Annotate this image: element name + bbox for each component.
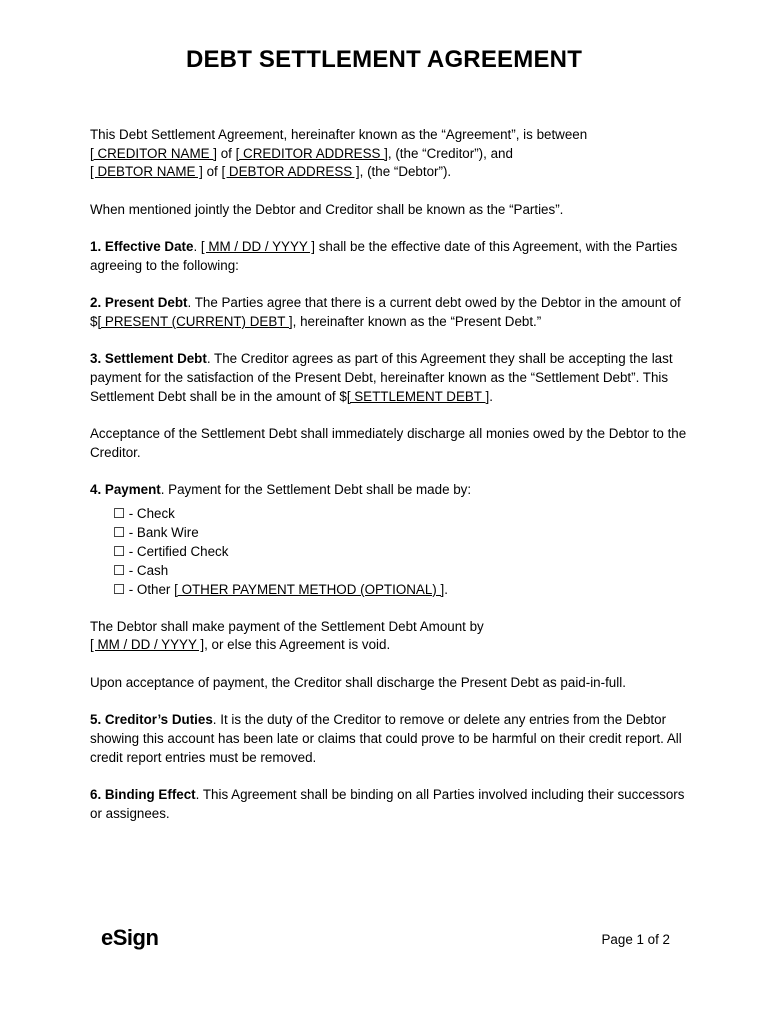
debtor-address-field[interactable]: [ DEBTOR ADDRESS ] <box>221 164 360 180</box>
section-heading: 1. Effective Date <box>90 239 194 255</box>
intro-of-text: of <box>202 164 222 180</box>
parties-paragraph: When mentioned jointly the Debtor and Creditor shall be known as the “Parties”. <box>90 201 564 217</box>
effective-date-field[interactable]: [ MM / DD / YYYY ] <box>200 239 316 255</box>
settlement-debt-field[interactable]: [ SETTLEMENT DEBT ] <box>346 388 490 404</box>
creditor-duties-section <box>90 711 690 767</box>
payment-section <box>90 481 690 500</box>
section-text: , hereinafter known as the “Present Debt.” <box>292 313 542 329</box>
payment-option-certified-check[interactable]: ☐ - Certified Check <box>113 543 229 559</box>
payment-option-check[interactable]: ☐ - Check <box>113 505 175 521</box>
document-body <box>90 126 690 842</box>
page-number: Page 1 of 2 <box>601 932 670 947</box>
section-heading: 2. Present Debt <box>90 295 188 311</box>
payment-option-cash[interactable]: ☐ - Cash <box>113 562 169 578</box>
section-text: . <box>193 239 201 255</box>
intro-paragraph <box>90 126 690 182</box>
section-text: . It is the duty of the Creditor to remove or delete any entries from the Debtor showing this account has been late or claims that could prove to be harmful on their credit report. All credit report entries must be removed. <box>90 712 682 765</box>
due-text: The Debtor shall make payment of the Settlement Debt Amount by <box>90 618 484 634</box>
present-debt-section <box>90 294 690 331</box>
acceptance-paragraph: Acceptance of the Settlement Debt shall immediately discharge all monies owed by the Debtor to the Creditor. <box>90 426 687 460</box>
section-heading: 6. Binding Effect <box>90 786 196 802</box>
payment-option-other[interactable] <box>113 580 690 599</box>
section-text: . Payment for the Settlement Debt shall be made by: <box>160 482 472 498</box>
section-text: . This Agreement shall be binding on all Parties involved including their successors or assignees. <box>90 786 685 821</box>
intro-creditor-text: , (the “Creditor”), and <box>387 145 513 161</box>
creditor-address-field[interactable]: [ CREDITOR ADDRESS ] <box>235 145 388 161</box>
present-debt-field[interactable]: [ PRESENT (CURRENT) DEBT ] <box>97 313 293 329</box>
binding-effect-section <box>90 786 690 823</box>
other-payment-method-field[interactable]: [ OTHER PAYMENT METHOD (OPTIONAL) ] <box>174 581 445 597</box>
due-text: , or else this Agreement is void. <box>204 637 391 653</box>
settlement-debt-section <box>90 350 690 406</box>
payment-option-bank-wire[interactable]: ☐ - Bank Wire <box>113 524 199 540</box>
section-heading: 5. Creditor’s Duties <box>90 712 213 728</box>
section-text: . The Creditor agrees as part of this Agreement they shall be accepting the last payment for the satisfaction of the Present Debt, hereinafter known as the “Settlement Debt”. This Settlement Debt shall be in the amount of $ <box>90 351 673 404</box>
payment-options <box>113 504 690 599</box>
intro-of-text: of <box>216 145 236 161</box>
intro-text: This Debt Settlement Agreement, hereinafter known as the “Agreement”, is between <box>90 127 588 142</box>
section-text: . <box>444 581 448 597</box>
effective-date-section <box>90 238 690 275</box>
section-heading: 4. Payment <box>90 482 161 498</box>
payment-option-other-label: ☐ - Other <box>113 581 175 597</box>
intro-debtor-text: , (the “Debtor”). <box>359 164 452 180</box>
section-text: . <box>489 388 493 404</box>
section-text: shall be the effective date of this Agreement, with the Parties agreeing to the following: <box>90 239 678 273</box>
due-date-paragraph <box>90 618 690 655</box>
due-date-field[interactable]: [ MM / DD / YYYY ] <box>90 637 205 653</box>
document-title: DEBT SETTLEMENT AGREEMENT <box>185 46 583 73</box>
discharge-paragraph: Upon acceptance of payment, the Creditor shall discharge the Present Debt as paid-in-full. <box>90 674 626 690</box>
section-heading: 3. Settlement Debt <box>90 351 207 367</box>
section-text: . The Parties agree that there is a current debt owed by the Debtor in the amount of $ <box>90 295 681 329</box>
creditor-name-field[interactable]: [ CREDITOR NAME ] <box>90 145 217 161</box>
esign-logo: eSign <box>101 925 159 950</box>
debtor-name-field[interactable]: [ DEBTOR NAME ] <box>90 164 203 180</box>
